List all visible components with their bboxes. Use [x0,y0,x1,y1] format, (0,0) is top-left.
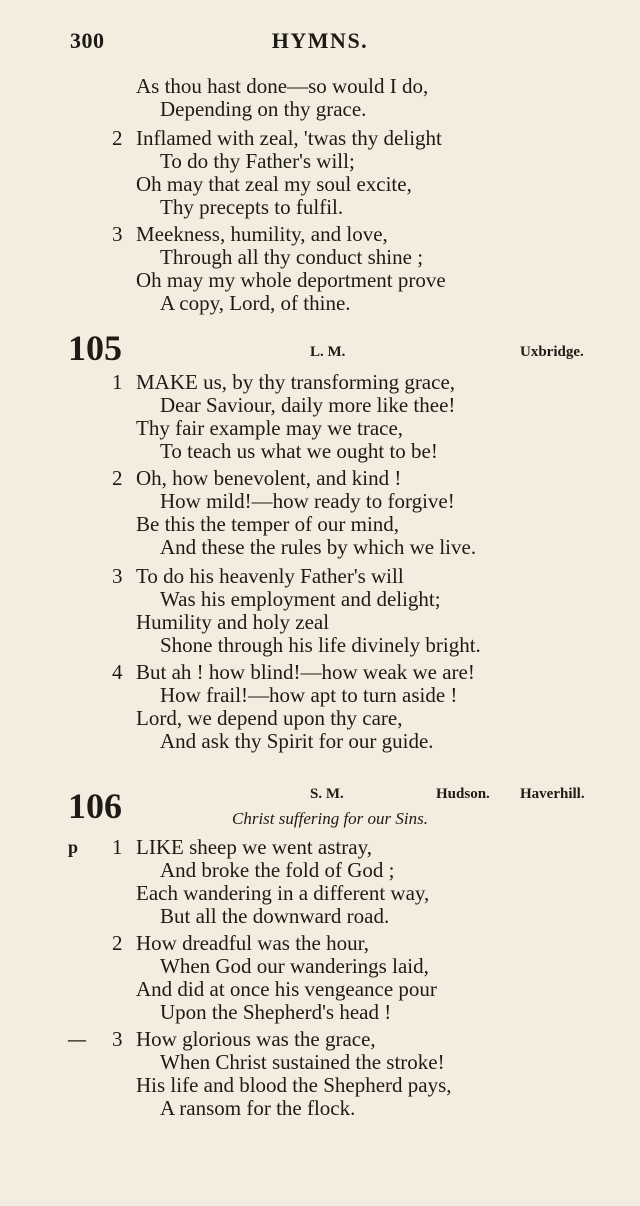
stanza-mark: — [68,1029,86,1049]
verse-line: But all the downward road. [160,904,390,928]
verse-line: A copy, Lord, of thine. [160,291,351,315]
verse-line: To do his heavenly Father's will [136,564,404,588]
verse-line: Oh may my whole deportment prove [136,268,446,292]
hymn-number: 105 [68,328,122,368]
verse-line: Upon the Shepherd's head ! [160,1000,392,1024]
verse-line: Shone through his life divinely bright. [160,633,481,657]
verse-line: Oh, how benevolent, and kind ! [136,466,402,490]
stanza-number: 3 [112,1027,123,1051]
stanza-mark: p [68,837,79,857]
verse-line: How mild!—how ready to forgive! [160,489,455,513]
page-number: 300 [70,28,105,53]
verse-line: A ransom for the flock. [160,1096,356,1120]
verse-line: How glorious was the grace, [136,1027,376,1051]
verse-line: As thou hast done—so would I do, [136,74,429,98]
stanza-number: 3 [112,222,123,246]
meter: S. M. [310,786,344,802]
page-header [0,28,640,58]
stanza-number: 1 [112,835,123,859]
verse-line: Be this the temper of our mind, [136,512,400,536]
verse-line: MAKE us, by thy transforming grace, [136,370,456,394]
verse-line: Thy fair example may we trace, [136,416,404,440]
tune-name: Hudson. [436,786,490,802]
verse-line: And ask thy Spirit for our guide. [160,729,434,753]
hymn-subtitle: Christ suffering for our Sins. [231,809,428,828]
verse-line: Meekness, humility, and love, [136,222,388,246]
stanza-number: 2 [112,126,123,150]
verse-line: Oh may that zeal my soul excite, [136,172,412,196]
verse-line: And broke the fold of God ; [160,858,395,882]
verse-line: His life and blood the Shepherd pays, [136,1073,452,1097]
verse-line: And these the rules by which we live. [160,535,477,559]
verse-line: To do thy Father's will; [160,149,355,173]
verse-line: Through all thy conduct shine ; [160,245,424,269]
verse-line: How frail!—how apt to turn aside ! [160,683,458,707]
stanza-number: 1 [112,370,123,394]
verse-line: How dreadful was the hour, [136,931,370,955]
verse-line: Humility and holy zeal [136,610,330,634]
verse-line: Depending on thy grace. [160,97,367,121]
verse-line: Lord, we depend upon thy care, [136,706,403,730]
verse-line: Each wandering in a different way, [136,881,430,905]
stanza-number: 4 [112,660,123,684]
tune-name: Haverhill. [520,786,585,802]
running-title: HYMNS. [271,28,369,53]
verse-line: When God our wanderings laid, [160,954,429,978]
verse-line: To teach us what we ought to be! [160,439,438,463]
stanza-number: 3 [112,564,123,588]
verse-line: LIKE sheep we went astray, [136,835,372,859]
meter: L. M. [310,344,346,360]
verse-line: But ah ! how blind!—how weak we are! [136,660,475,684]
verse-line: Thy precepts to fulfil. [160,195,344,219]
stanza-number: 2 [112,466,123,490]
stanza-number: 2 [112,931,123,955]
verse-line: When Christ sustained the stroke! [160,1050,445,1074]
verse-line: Dear Saviour, daily more like thee! [160,393,456,417]
hymn-number: 106 [68,786,122,826]
verse-line: And did at once his vengeance pour [136,977,437,1001]
tune-name: Uxbridge. [520,344,584,360]
verse-line: Inflamed with zeal, 'twas thy delight [136,126,442,150]
verse-line: Was his employment and delight; [160,587,441,611]
